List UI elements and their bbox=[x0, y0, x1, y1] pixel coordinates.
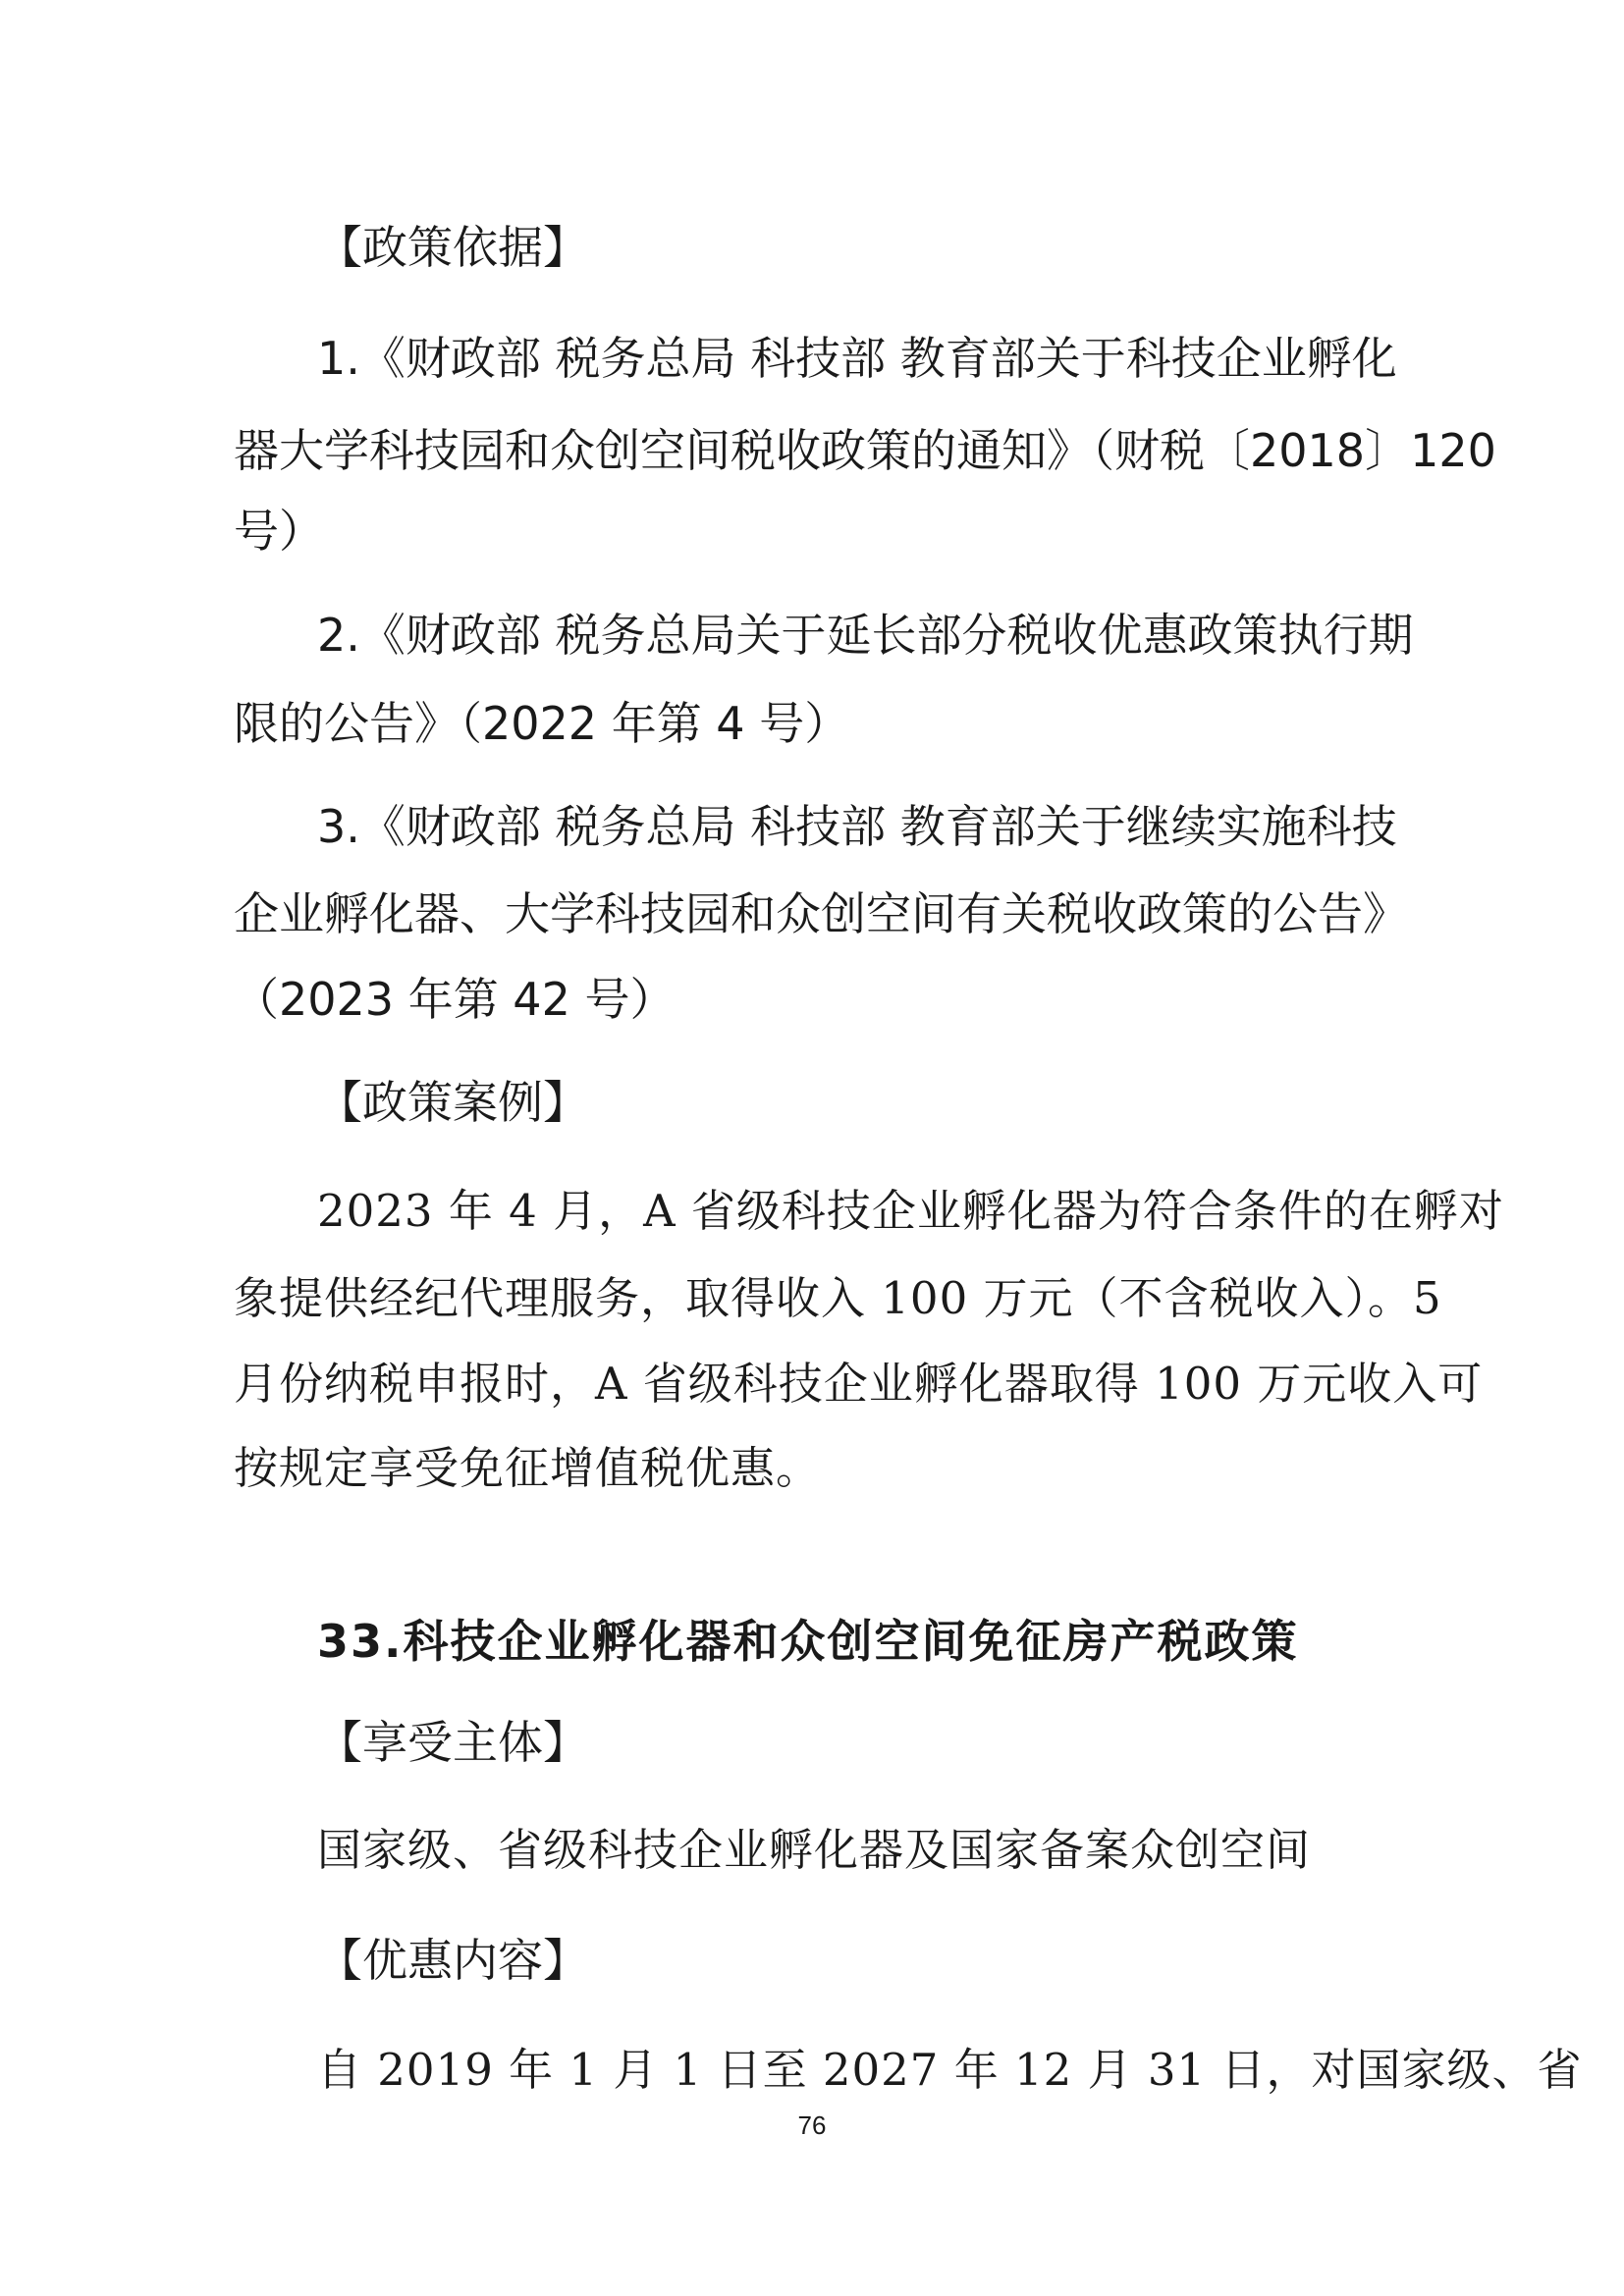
basis-item-1-line-1: 1.《财政部 税务总局 科技部 教育部关于科技企业孵化 bbox=[317, 332, 1397, 385]
case-line-2: 象提供经纪代理服务，取得收入 100 万元（不含税收入）。5 bbox=[234, 1272, 1442, 1324]
basis-item-3-line-2: 企业孵化器、大学科技园和众创空间有关税收政策的公告》 bbox=[234, 887, 1408, 940]
policy-basis-heading: 【政策依据】 bbox=[317, 221, 588, 274]
case-line-3: 月份纳税申报时，A 省级科技企业孵化器取得 100 万元收入可 bbox=[234, 1358, 1484, 1410]
case-line-1: 2023 年 4 月，A 省级科技企业孵化器为符合条件的在孵对 bbox=[317, 1185, 1504, 1237]
basis-item-2-line-2: 限的公告》（2022 年第 4 号） bbox=[234, 697, 850, 750]
basis-item-2-line-1: 2.《财政部 税务总局关于延长部分税收优惠政策执行期 bbox=[317, 609, 1414, 662]
basis-item-1-line-2: 器大学科技园和众创空间税收政策的通知》（财税〔2018〕120 bbox=[234, 424, 1496, 477]
section-33-title: 33.科技企业孵化器和众创空间免征房产税政策 bbox=[317, 1615, 1299, 1668]
case-line-4: 按规定享受免征增值税优惠。 bbox=[234, 1442, 822, 1494]
basis-item-1-line-3: 号） bbox=[234, 505, 324, 558]
benefit-heading: 【优惠内容】 bbox=[317, 1934, 588, 1987]
policy-case-heading: 【政策案例】 bbox=[317, 1076, 588, 1129]
basis-item-3-line-3: （2023 年第 42 号） bbox=[234, 973, 676, 1026]
page-number: 76 bbox=[797, 2110, 827, 2140]
subject-text: 国家级、省级科技企业孵化器及国家备案众创空间 bbox=[317, 1824, 1312, 1876]
subject-heading: 【享受主体】 bbox=[317, 1716, 588, 1769]
basis-item-3-line-1: 3.《财政部 税务总局 科技部 教育部关于继续实施科技 bbox=[317, 800, 1397, 853]
benefit-line-1: 自 2019 年 1 月 1 日至 2027 年 12 月 31 日，对国家级、省 bbox=[317, 2044, 1583, 2096]
